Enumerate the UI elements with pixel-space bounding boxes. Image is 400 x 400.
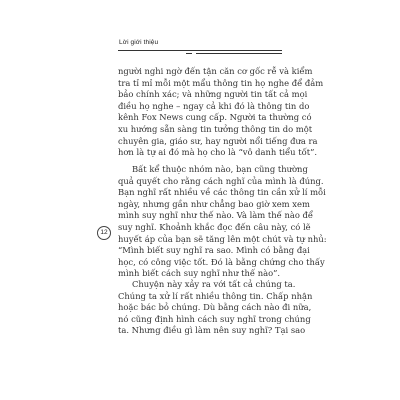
text-line: “Mình biết suy nghĩ ra sao. Mình có bằng đại xyxy=(118,245,310,256)
header-rule xyxy=(118,50,282,51)
text-line: điều họ nghe – ngay cả khi đó là thông tin do xyxy=(118,100,310,111)
text-line: Bạn nghĩ rất nhiều về các thông tin cần xử lí mỗi xyxy=(118,187,326,198)
text-line: nó cũng định hình cách suy nghĩ trong chúng xyxy=(118,313,311,324)
text-line: mình biết cách suy nghĩ như thế nào”. xyxy=(118,268,281,279)
text-line: huyết áp của bạn sẽ tăng lên một chút và tự nhủ: xyxy=(118,233,327,244)
text-line: kênh Fox News cung cấp. Người ta thường có xyxy=(118,112,312,123)
paragraph-3 xyxy=(118,279,313,337)
text-line: học, có công việc tốt. Đó là bằng chứng cho thấy xyxy=(118,256,325,267)
page-number: 12 xyxy=(97,226,111,240)
text-line: hơn là tự ai đó mà họ cho là “vô danh tiểu tốt”. xyxy=(118,147,318,158)
text-line: Chúng ta xử lí rất nhiều thông tin. Chấp nhận xyxy=(118,290,313,301)
paragraph-2 xyxy=(118,164,327,280)
header-rule-arrow-line xyxy=(196,53,282,54)
text-line: ta. Nhưng điều gì làm nên suy nghĩ? Tại sao xyxy=(118,325,306,336)
text-line: chuyên gia, giáo sư, hay người nổi tiếng đưa ra xyxy=(118,135,318,146)
text-line: Chuyện này xảy ra với tất cả chúng ta. xyxy=(132,279,296,289)
text-line: xu hướng sẵn sàng tin tưởng thông tin do một xyxy=(118,123,313,134)
paragraph-1 xyxy=(118,66,324,159)
section-title: Lời giới thiệu xyxy=(119,39,159,46)
text-line: ngày, nhưng gần như chẳng bao giờ xem xem xyxy=(118,198,310,209)
text-line: tra tỉ mỉ mỗi một mẩu thông tin họ nghe để đảm xyxy=(118,77,324,88)
text-line: Bất kể thuộc nhóm nào, bạn cũng thường xyxy=(132,164,308,174)
text-line: quả quyết cho rằng cách nghĩ của mình là đúng. xyxy=(118,175,324,186)
text-line: hoặc bác bỏ chúng. Dù bằng cách nào đi nữa, xyxy=(118,302,312,313)
text-line: suy nghĩ. Khoảnh khắc đọc đến câu này, có lẽ xyxy=(118,221,311,232)
text-line: mình suy nghĩ như thế nào. Và làm thế nào để xyxy=(118,210,314,221)
header-rule-marker xyxy=(186,53,192,54)
text-line: bảo chính xác; và những người tin tất cả mọi xyxy=(118,89,308,100)
text-line: người nghi ngờ đến tận căn cơ gốc rễ và kiểm xyxy=(118,66,313,76)
